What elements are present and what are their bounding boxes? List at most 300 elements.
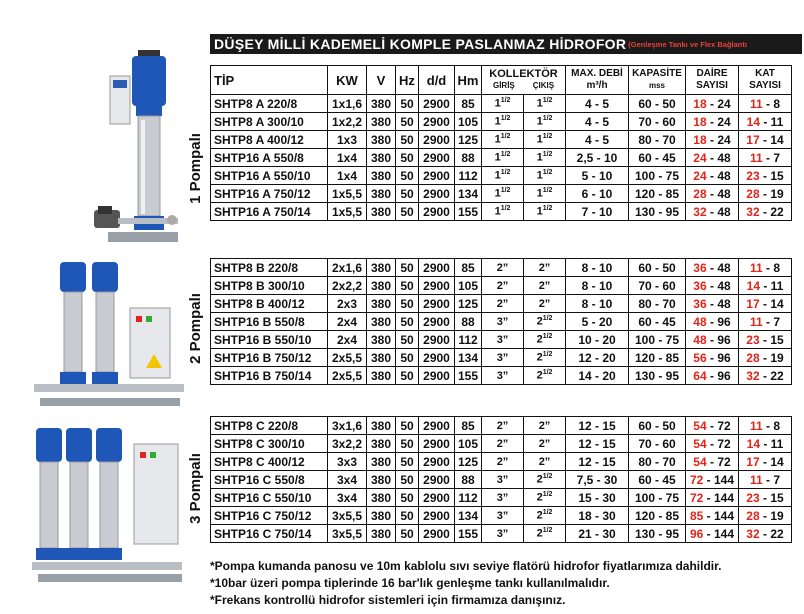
giris-fraction: 1/2 [500,115,511,123]
cell-tip: SHTP16 C 750/14 [211,525,328,543]
cell-hz: 50 [396,167,419,185]
cell-kw: 3x3 [328,453,367,471]
cell-kw: 3x4 [328,489,367,507]
kat-min: 14 [746,436,760,451]
kat-separator: - [760,436,771,451]
cell-kat [739,203,792,221]
daire-separator: - [706,168,718,183]
daire-separator: - [706,278,718,293]
kat-max: 15 [770,332,784,347]
cell-debi: 12 - 20 [566,349,629,367]
cell-dd: 2900 [419,507,455,525]
kat-separator: - [760,114,771,129]
giris-value: 2” [496,297,509,310]
cell-kat [739,525,792,543]
daire-separator: - [706,418,718,433]
cell-hm: 88 [455,471,482,489]
cell-debi: 21 - 30 [566,525,629,543]
daire-min: 24 [693,150,707,165]
giris-fraction: 1/2 [500,97,511,105]
kat-max: 7 [773,150,781,165]
cell-kw: 3x5,5 [328,507,367,525]
cell-daire [686,367,739,385]
cell-hm: 105 [455,435,482,453]
daire-separator: - [703,472,714,487]
cell-kw: 3x5,5 [328,525,367,543]
cell-giris [482,525,524,543]
daire-max: 96 [717,314,731,329]
kat-min: 14 [746,114,760,129]
daire-min: 32 [693,204,707,219]
kat-separator: - [759,350,771,365]
cell-kw: 2x4 [328,313,367,331]
kat-min: 11 [749,472,763,487]
single-pump-image [88,50,180,250]
daire-min: 72 [689,490,704,505]
daire-separator: - [706,260,718,275]
cell-debi: 8 - 10 [566,295,629,313]
giris-fraction: 1/2 [500,169,511,177]
table-row [211,471,792,489]
cell-dd: 2900 [419,417,455,435]
daire-max: 72 [717,436,731,451]
cell-hm: 155 [455,367,482,385]
cell-cikis [524,131,566,149]
cikis-fraction: 1/2 [542,133,553,141]
cell-hz: 50 [396,435,419,453]
footnote-2: *10bar üzeri pompa tiplerinde 16 bar'lık genleşme tankı kullanılmalıdır. [210,576,610,590]
cell-kw: 1x5,5 [328,203,367,221]
cell-v: 380 [367,149,396,167]
kat-separator: - [759,296,771,311]
cell-hz: 50 [396,489,419,507]
cell-hm: 134 [455,349,482,367]
cell-hz: 50 [396,185,419,203]
kat-max: 22 [770,526,784,541]
cell-kat [739,435,792,453]
kat-max: 14 [770,296,784,311]
cell-kat [739,489,792,507]
cell-v: 380 [367,95,396,113]
cell-hm: 105 [455,113,482,131]
cell-kat [739,113,792,131]
cell-cikis [524,525,566,543]
cell-hm: 134 [455,185,482,203]
kat-unit: SAYISI [749,80,781,91]
cell-cikis [524,185,566,203]
cell-kw: 3x2,2 [328,435,367,453]
kat-separator: - [759,204,771,219]
daire-max: 48 [717,168,731,183]
daire-max: 48 [717,186,731,201]
cell-hz: 50 [396,453,419,471]
cell-v: 380 [367,471,396,489]
cell-hm: 155 [455,525,482,543]
cell-dd: 2900 [419,149,455,167]
kat-separator: - [762,472,774,487]
cell-kap: 130 - 95 [629,203,686,221]
kat-label: KAT [755,68,775,79]
cell-kat [739,507,792,525]
cell-kap: 70 - 60 [629,277,686,295]
cell-debi: 4 - 5 [566,113,629,131]
triple-pump-image [30,420,190,590]
cell-debi: 8 - 10 [566,277,629,295]
giris-value: 2” [496,419,509,432]
cell-dd: 2900 [419,349,455,367]
cell-daire [686,507,739,525]
table-row [211,95,792,113]
daire-separator: - [706,204,718,219]
group-label-3: 3 Pompalı [186,453,204,524]
cikis-fraction: 1/2 [542,509,553,517]
cikis-fraction: 1/2 [542,315,553,323]
cell-giris [482,367,524,385]
cikis-fraction: 1/2 [542,369,553,377]
cell-hz: 50 [396,277,419,295]
kat-separator: - [759,168,771,183]
kat-min: 28 [746,350,760,365]
cell-hm: 112 [455,331,482,349]
cell-tip: SHTP8 C 400/12 [211,453,328,471]
cell-giris [482,277,524,295]
kat-min: 32 [746,204,760,219]
table-3-pump [210,416,792,543]
daire-max: 96 [717,350,731,365]
cell-kw: 2x2,2 [328,277,367,295]
kat-min: 11 [749,418,763,433]
cikis-fraction: 1/2 [542,187,553,195]
cell-debi: 5 - 20 [566,313,629,331]
cell-daire [686,435,739,453]
cell-v: 380 [367,417,396,435]
cell-v: 380 [367,349,396,367]
cikis-value: 2 [536,509,543,522]
cell-tip: SHTP16 A 550/10 [211,167,328,185]
cikis-value: 2” [538,437,551,450]
cell-dd: 2900 [419,435,455,453]
cell-kat [739,185,792,203]
cell-dd: 2900 [419,367,455,385]
table-row [211,489,792,507]
cell-cikis [524,367,566,385]
cell-debi: 6 - 10 [566,185,629,203]
cikis-value: 2” [538,297,551,310]
giris-fraction: 1/2 [500,133,511,141]
cikis-value: 2” [538,419,551,432]
kat-separator: - [762,150,774,165]
cell-kw: 3x1,6 [328,417,367,435]
giris-value: 1 [494,97,501,110]
cell-v: 380 [367,167,396,185]
cell-debi: 8 - 10 [566,259,629,277]
cikis-fraction: 1/2 [542,205,553,213]
debi-label: MAX. DEBİ [571,68,623,79]
kat-max: 15 [770,490,784,505]
table-row [211,131,792,149]
giris-value: 1 [494,205,501,218]
daire-max: 72 [717,454,731,469]
table-row [211,349,792,367]
cell-v: 380 [367,259,396,277]
title-note: (Genleşme Tankı ve Flex Bağlantı [628,39,747,49]
cell-tip: SHTP16 C 750/12 [211,507,328,525]
table-row [211,113,792,131]
cell-tip: SHTP16 C 550/8 [211,471,328,489]
cell-dd: 2900 [419,167,455,185]
cell-kw: 1x1,6 [328,95,367,113]
daire-separator: - [706,114,718,129]
cell-cikis [524,349,566,367]
kat-min: 17 [746,132,760,147]
cell-v: 380 [367,331,396,349]
cell-daire [686,259,739,277]
cell-kw: 2x4 [328,331,367,349]
cell-dd: 2900 [419,203,455,221]
cell-dd: 2900 [419,131,455,149]
daire-max: 48 [717,150,731,165]
cell-hm: 105 [455,277,482,295]
cell-giris [482,453,524,471]
cell-giris [482,489,524,507]
cell-hz: 50 [396,417,419,435]
cikis-fraction: 1/2 [542,97,553,105]
cell-kap: 80 - 70 [629,453,686,471]
cell-hz: 50 [396,331,419,349]
daire-max: 96 [717,332,731,347]
cell-giris [482,507,524,525]
cell-tip: SHTP8 A 300/10 [211,113,328,131]
kat-separator: - [759,332,771,347]
cell-giris [482,435,524,453]
cell-v: 380 [367,131,396,149]
cell-hz: 50 [396,367,419,385]
cell-kat [739,417,792,435]
cell-hz: 50 [396,131,419,149]
cell-tip: SHTP16 B 550/8 [211,313,328,331]
cikis-value: 2 [536,369,543,382]
cell-hz: 50 [396,113,419,131]
cell-kap: 100 - 75 [629,167,686,185]
kat-min: 28 [746,186,760,201]
daire-max: 96 [717,368,731,383]
kat-min: 17 [746,296,760,311]
daire-min: 54 [693,418,707,433]
cikis-value: 2 [536,473,543,486]
table-body [211,95,792,221]
cell-tip: SHTP16 A 550/8 [211,149,328,167]
table-body [211,417,792,543]
daire-min: 18 [693,132,707,147]
cell-v: 380 [367,203,396,221]
cell-giris [482,167,524,185]
daire-separator: - [703,508,714,523]
daire-separator: - [706,150,718,165]
cell-kat [739,367,792,385]
kat-separator: - [759,454,771,469]
cell-hz: 50 [396,149,419,167]
cell-hz: 50 [396,349,419,367]
giris-value: 3” [496,527,509,540]
cell-dd: 2900 [419,95,455,113]
cell-cikis [524,489,566,507]
cikis-value: 2 [536,491,543,504]
cell-tip: SHTP8 B 400/12 [211,295,328,313]
daire-label: DAİRE [696,68,728,79]
cell-kw: 1x4 [328,167,367,185]
cell-daire [686,349,739,367]
kollektor-label: KOLLEKTÖR [489,68,558,80]
cell-v: 380 [367,295,396,313]
kat-max: 11 [770,278,784,293]
cell-debi: 14 - 20 [566,367,629,385]
cell-giris [482,95,524,113]
cell-v: 380 [367,277,396,295]
kat-max: 19 [770,508,784,523]
cell-cikis [524,295,566,313]
cell-hm: 112 [455,167,482,185]
daire-separator: - [706,436,718,451]
daire-min: 28 [693,186,707,201]
daire-min: 36 [693,260,707,275]
cell-kap: 130 - 95 [629,367,686,385]
cell-hm: 85 [455,95,482,113]
giris-value: 2” [496,455,509,468]
daire-separator: - [706,454,718,469]
cell-giris [482,149,524,167]
cell-hm: 88 [455,313,482,331]
cikis-fraction: 1/2 [542,169,553,177]
daire-max: 24 [717,96,731,111]
table-row [211,203,792,221]
table-row [211,525,792,543]
kat-max: 15 [770,168,784,183]
kat-min: 11 [749,150,763,165]
kat-min: 11 [749,96,763,111]
cell-tip: SHTP16 A 750/14 [211,203,328,221]
cell-v: 380 [367,185,396,203]
cikis-fraction: 1/2 [542,351,553,359]
daire-separator: - [706,368,718,383]
kat-separator: - [762,418,774,433]
kat-min: 28 [746,508,760,523]
cell-debi: 4 - 5 [566,95,629,113]
cell-dd: 2900 [419,259,455,277]
cell-hm: 125 [455,295,482,313]
cell-kw: 2x1,6 [328,259,367,277]
cell-kap: 60 - 50 [629,417,686,435]
kat-min: 11 [749,260,763,275]
cell-kw: 1x2,2 [328,113,367,131]
cell-kw: 1x4 [328,149,367,167]
cell-dd: 2900 [419,185,455,203]
cell-hz: 50 [396,95,419,113]
cell-kat [739,295,792,313]
cell-kap: 130 - 95 [629,525,686,543]
cell-kat [739,259,792,277]
daire-max: 24 [717,114,731,129]
cell-tip: SHTP16 B 750/12 [211,349,328,367]
cell-hm: 134 [455,507,482,525]
col-daire [686,66,739,95]
col-kollektor [482,66,566,95]
cell-giris [482,471,524,489]
cikis-value: 2” [538,279,551,292]
cell-cikis [524,277,566,295]
cell-hz: 50 [396,203,419,221]
cell-daire [686,489,739,507]
daire-separator: - [703,490,714,505]
cikis-value: 2” [538,261,551,274]
kat-separator: - [759,508,771,523]
debi-unit: m³/h [586,80,608,91]
cell-debi: 7 - 10 [566,203,629,221]
kollektor-sub [484,80,563,91]
daire-separator: - [706,332,718,347]
kat-min: 11 [749,314,763,329]
cell-kap: 100 - 75 [629,489,686,507]
giris-value: 3” [496,509,509,522]
cell-hz: 50 [396,313,419,331]
table-row [211,435,792,453]
cell-kap: 60 - 45 [629,149,686,167]
kat-max: 7 [773,314,781,329]
table-row [211,277,792,295]
kat-separator: - [759,526,771,541]
cell-hm: 125 [455,453,482,471]
cell-cikis [524,95,566,113]
cikis-fraction: 1/2 [542,333,553,341]
cikis-value: 2” [538,455,551,468]
kat-separator: - [759,132,771,147]
giris-fraction: 1/2 [500,151,511,159]
daire-min: 24 [693,168,707,183]
cell-dd: 2900 [419,295,455,313]
daire-max: 48 [717,296,731,311]
giris-value: 2” [496,279,509,292]
cell-daire [686,203,739,221]
col-hz: Hz [396,66,419,95]
daire-min: 48 [693,332,707,347]
table-row [211,185,792,203]
cikis-value: 1 [536,169,543,182]
cell-dd: 2900 [419,331,455,349]
giris-value: 1 [494,187,501,200]
cikis-value: 1 [536,115,543,128]
daire-separator: - [706,296,718,311]
cell-debi: 12 - 15 [566,417,629,435]
cell-kat [739,131,792,149]
daire-min: 36 [693,296,707,311]
kat-max: 19 [770,350,784,365]
daire-unit: SAYISI [696,80,728,91]
table-body [211,259,792,385]
cell-cikis [524,435,566,453]
cikis-value: 1 [536,97,543,110]
kat-max: 7 [773,472,781,487]
cell-kap: 60 - 45 [629,313,686,331]
cell-hm: 85 [455,417,482,435]
kat-separator: - [759,368,771,383]
daire-max: 48 [717,278,731,293]
cell-daire [686,417,739,435]
cell-hz: 50 [396,507,419,525]
cell-kat [739,471,792,489]
daire-separator: - [706,186,718,201]
kat-min: 17 [746,454,760,469]
cikis-value: 2 [536,527,543,540]
kat-max: 22 [770,204,784,219]
